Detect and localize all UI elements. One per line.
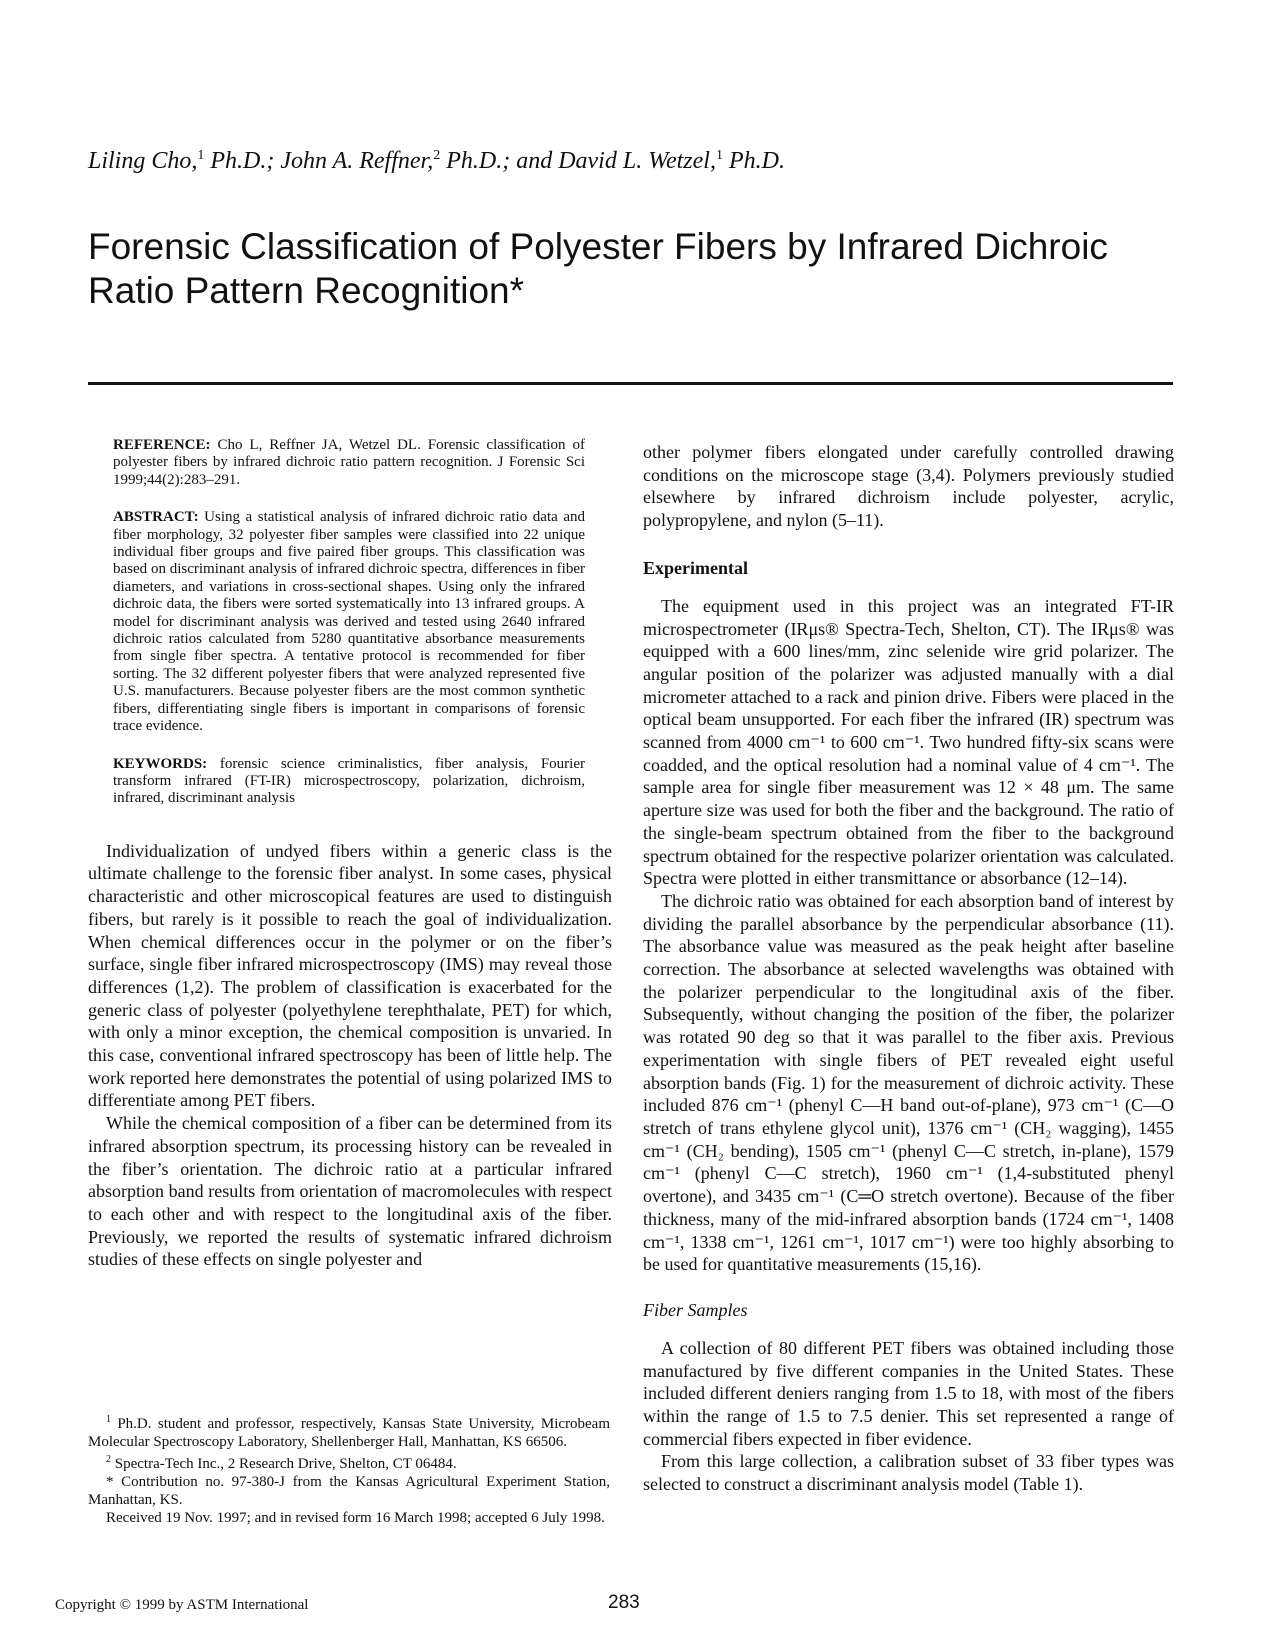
footnote-mark: 1: [106, 1414, 111, 1425]
reference-label: REFERENCE:: [113, 437, 211, 453]
footnote-1: $^1$ Ph.D. student and professor, respectively, Kansas State University, Microbeam Molecular Spectroscopy Laboratory, Shellenberger Hall, Manhattan, KS 66506.: [88, 1414, 610, 1450]
copyright-notice: Copyright © 1999 by ASTM International: [55, 1597, 309, 1613]
affiliation-mark: 2: [433, 148, 441, 163]
abstract-label: ABSTRACT:: [113, 509, 199, 526]
subsection-heading-fiber-samples: Fiber Samples: [643, 1299, 748, 1320]
author-line: [88, 148, 785, 175]
affiliation-mark: 1: [715, 148, 723, 163]
abstract-block: [113, 509, 585, 735]
author-3-degree: Ph.D.: [722, 148, 785, 174]
author-3: Ph.D.; and David L. Wetzel,: [440, 148, 716, 174]
section-heading-experimental: Experimental: [643, 557, 748, 578]
right-column: [643, 441, 1174, 1496]
footnote-mark: 2: [106, 1454, 111, 1465]
title-divider: [88, 382, 1173, 385]
author-1: Liling Cho,: [88, 148, 198, 174]
affiliation-mark: 1: [197, 148, 205, 163]
intro-paragraph-2: While the chemical composition of a fiber can be determined from its infrared absorption spectrum, its processing history can be revealed in the fiber’s orientation. The dichroic ratio at a particular infrared absorption band results from orientation of macromolecules with respect to each other and with respect to the longitudinal axis of the fiber. Previously, we reported the results of systematic infrared dichroism studies of these effects on single polyester and: [88, 1113, 612, 1270]
page-number: 283: [608, 1592, 640, 1613]
author-2: Ph.D.; John A. Reffner,: [204, 148, 434, 174]
fiber-paragraph-2: From this large collection, a calibration subset of 33 fiber types was selected to construct a discriminant analysis model (Table 1).: [643, 1451, 1174, 1495]
footnote-3: * Contribution no. 97-380-J from the Kansas Agricultural Experiment Station, Manhattan, KS.: [88, 1474, 610, 1508]
experimental-paragraph-2: The dichroic ratio was obtained for each absorption band of interest by dividing the parallel absorbance by the perpendicular absorbance (11). The absorbance value was measured as the peak height after baseline correction. The absorbance at selected wavelengths was obtained with the polarizer perpendicular to the longitudinal axis of the fiber. Subsequently, without changing the position of the fiber, the polarizer was rotated 90 deg so that it was parallel to the fiber axis. Previous experimentation with single fibers of PET revealed eight useful absorption bands (Fig. 1) for the measurement of dichroic activity. These included 876 cm⁻¹ (phenyl C—H band out-of-plane), 973 cm⁻¹ (C—O stretch of trans ethylene glycol unit), 1376 cm⁻¹ (CH₂ wagging), 1455 cm⁻¹ (CH₂ bending), 1505 cm⁻¹ (phenyl C—C stretch, in-plane), 1579 cm⁻¹ (phenyl C—C stretch), 1960 cm⁻¹ (1,4-substituted phenyl overtone), and 3435 cm⁻¹ (C═O stretch overtone). Because of the fiber thickness, many of the mid-infrared absorption bands (1724 cm⁻¹, 1408 cm⁻¹, 1338 cm⁻¹, 1261 cm⁻¹, 1017 cm⁻¹) were too highly absorbing to be used for quantitative measurements (15,16).: [643, 890, 1174, 1275]
reference-text: Cho L, Reffner JA, Wetzel DL. Forensic classification of polyester fibers by infrared dichroic ratio pattern recognition. J Forensic Sci 1999;44(2):283–291.: [113, 437, 585, 488]
keywords-label: KEYWORDS:: [113, 755, 208, 772]
reference-block: [113, 437, 585, 489]
title-line-1: Forensic Classification of Polyester Fibers by Infrared Dichroic: [88, 226, 1108, 267]
footnote-2: $^2$ Spectra-Tech Inc., 2 Research Drive, Shelton, CT 06484.: [106, 1454, 457, 1472]
title-line-2: Ratio Pattern Recognition*: [88, 270, 525, 311]
abstract-text: Using a statistical analysis of infrared dichroic ratio data and fiber morphology, 32 polyester fiber samples were classified into 22 unique individual fiber groups and five paired fiber groups. This classification was based on discriminant analysis of infrared dichroic spectra, differences in fiber diameters, and variations in cross-sectional shapes. Using only the infrared dichroic data, the fibers were sorted systematically into 13 infrared groups. A model for discriminant analysis was derived and tested using 2640 infrared dichroic ratios calculated from 5280 quantitative absorbance measurements from single fiber spectra. A tentative protocol is recommended for fiber sorting. The 32 different polyester fibers that were analyzed represented five U.S. manufacturers. Because polyester fibers are the most common synthetic fibers, differentiating single fibers is important in comparisons of forensic trace evidence.: [113, 509, 585, 735]
intro-paragraph-1: Individualization of undyed fibers within a generic class is the ultimate challenge to the forensic fiber analyst. In some cases, physical characteristic and other microscopical features are used to distinguish fibers, but rarely is it possible to reach the goal of individualization. When chemical differences occur in the polymer or on the fiber’s surface, single fiber infrared microspectroscopy (IMS) may reveal those differences (1,2). The problem of classification is exacerbated for the generic class of polyester (polyethylene terephthalate, PET) for which, with only a minor exception, the chemical composition is unvaried. In this case, conventional infrared spectroscopy has been of little help. The work reported here demonstrates the potential of using polarized IMS to differentiate among PET fibers.: [88, 840, 612, 1111]
keywords-text: forensic science criminalistics, fiber analysis, Fourier transform infrared (FT-IR) microspectroscopy, polarization, dichroism, infrared, discriminant analysis: [113, 755, 585, 807]
continued-paragraph: other polymer fibers elongated under carefully controlled drawing conditions on the microscope stage (3,4). Polymers previously studied elsewhere by infrared dichroism include polyester, acrylic, polypropylene, and nylon (5–11).: [643, 442, 1174, 531]
fiber-paragraph-1: A collection of 80 different PET fibers was obtained including those manufactured by five different companies in the United States. These included different deniers ranging from 1.5 to 18, with most of the fibers within the range of 1.5 to 7.5 denier. This set represented a range of commercial fibers expected in fiber evidence.: [643, 1337, 1174, 1449]
footnote-received: Received 19 Nov. 1997; and in revised form 16 March 1998; accepted 6 July 1998.: [106, 1510, 605, 1526]
experimental-paragraph-1: The equipment used in this project was an integrated FT-IR microspectrometer (IRμs® Spectra-Tech, Shelton, CT). The IRμs® was equipped with a 600 lines/mm, zinc selenide wire grid polarizer. The angular position of the polarizer was adjusted manually with a dial micrometer attached to a rack and pinion drive. Fibers were placed in the optical beam unsupported. For each fiber the infrared (IR) spectrum was scanned from 4000 cm⁻¹ to 600 cm⁻¹. Two hundred fifty-six scans were coadded, and the optical resolution had a nominal value of 4 cm⁻¹. The sample area for single fiber measurement was 12 × 48 μm. The same aperture size was used for both the fiber and the background. The ratio of the single-beam spectrum obtained from the fiber to the background spectrum obtained for the respective polarizer orientation was calculated. Spectra were plotted in either transmittance or absorbance (12–14).: [643, 595, 1174, 889]
footnotes: [88, 1411, 610, 1527]
keywords-block: [113, 756, 585, 808]
paper-title: [88, 225, 1188, 313]
left-column: [88, 437, 612, 1271]
